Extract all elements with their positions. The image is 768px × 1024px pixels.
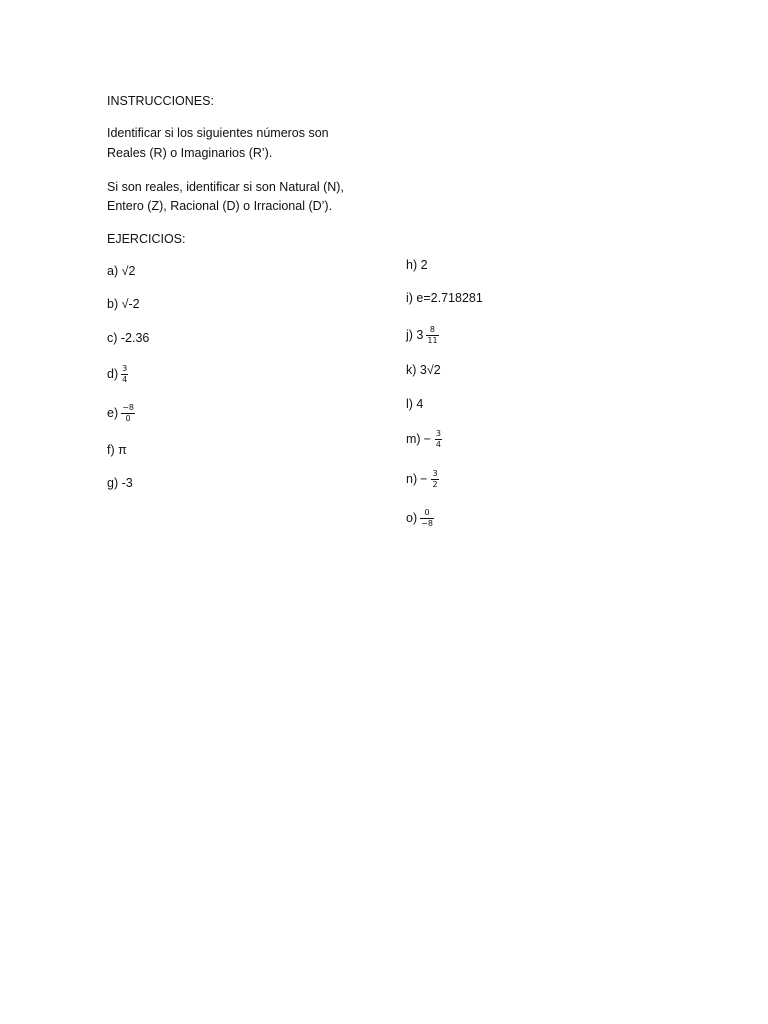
- exercise-c: [107, 329, 149, 347]
- exercise-k: [406, 361, 441, 379]
- exercise-b-text: b) √-2: [107, 297, 140, 311]
- exercise-e-label: e): [107, 406, 119, 420]
- exercise-n-fraction: [431, 469, 438, 489]
- exercise-j: [406, 325, 439, 345]
- exercise-j-label: j) 3: [406, 328, 424, 342]
- exercise-i: [406, 289, 483, 307]
- exercise-h-text: h) 2: [406, 258, 428, 272]
- exercise-h: [406, 256, 428, 274]
- exercise-n: [406, 469, 439, 489]
- instructions-text-line-2: Reales (R) o Imaginarios (R’).: [107, 146, 273, 160]
- instructions-title: INSTRUCCIONES:: [107, 94, 214, 108]
- fraction-denominator: 4: [122, 375, 128, 384]
- exercise-m-label: m): [406, 432, 421, 446]
- exercise-o-fraction: [420, 508, 434, 528]
- exercise-a-text: a) √2: [107, 264, 136, 278]
- exercise-e-fraction: [121, 403, 135, 423]
- exercise-d-fraction: [121, 364, 128, 384]
- exercise-j-fraction: [426, 325, 438, 345]
- instructions-text-line-4: Entero (Z), Racional (D) o Irracional (D’).: [107, 199, 333, 213]
- exercise-g-text: g) -3: [107, 476, 133, 490]
- fraction-denominator: 2: [432, 480, 438, 489]
- fraction-numerator: 3: [432, 469, 438, 478]
- exercise-m-fraction: [435, 429, 442, 449]
- exercise-n-sign: −: [420, 472, 428, 486]
- fraction-numerator: 3: [122, 364, 128, 373]
- exercise-a: [107, 262, 135, 280]
- fraction-denominator: 11: [427, 336, 438, 345]
- exercise-n-label: n): [406, 472, 418, 486]
- exercise-i-text: i) e=2.718281: [406, 291, 483, 305]
- exercise-c-text: c) -2.36: [107, 331, 150, 345]
- instructions-text-line-1: Identificar si los siguientes números son: [107, 126, 329, 140]
- exercise-d-label: d): [107, 367, 119, 381]
- exercise-f-text: f) π: [107, 443, 127, 457]
- exercise-d: [107, 364, 128, 384]
- exercise-o-label: o): [406, 511, 418, 525]
- fraction-denominator: −8: [421, 519, 433, 528]
- exercise-l-text: l) 4: [406, 397, 424, 411]
- exercise-e: [107, 403, 135, 423]
- exercise-l: [406, 395, 423, 413]
- fraction-denominator: 0: [125, 414, 131, 423]
- exercise-k-text: k) 3√2: [406, 363, 441, 377]
- fraction-numerator: 8: [429, 325, 436, 334]
- fraction-numerator: −8: [122, 403, 134, 412]
- exercise-m-sign: −: [423, 432, 431, 446]
- fraction-numerator: 3: [435, 429, 441, 438]
- exercise-o: [406, 508, 434, 528]
- exercise-m: [406, 429, 442, 449]
- exercise-g: [107, 474, 133, 492]
- fraction-numerator: 0: [424, 508, 430, 517]
- fraction-denominator: 4: [435, 440, 441, 449]
- exercise-b: [107, 295, 140, 313]
- exercise-f: [107, 441, 127, 459]
- exercises-title: EJERCICIOS:: [107, 232, 186, 246]
- instructions-text-line-3: Si son reales, identificar si son Natural (N),: [107, 180, 344, 194]
